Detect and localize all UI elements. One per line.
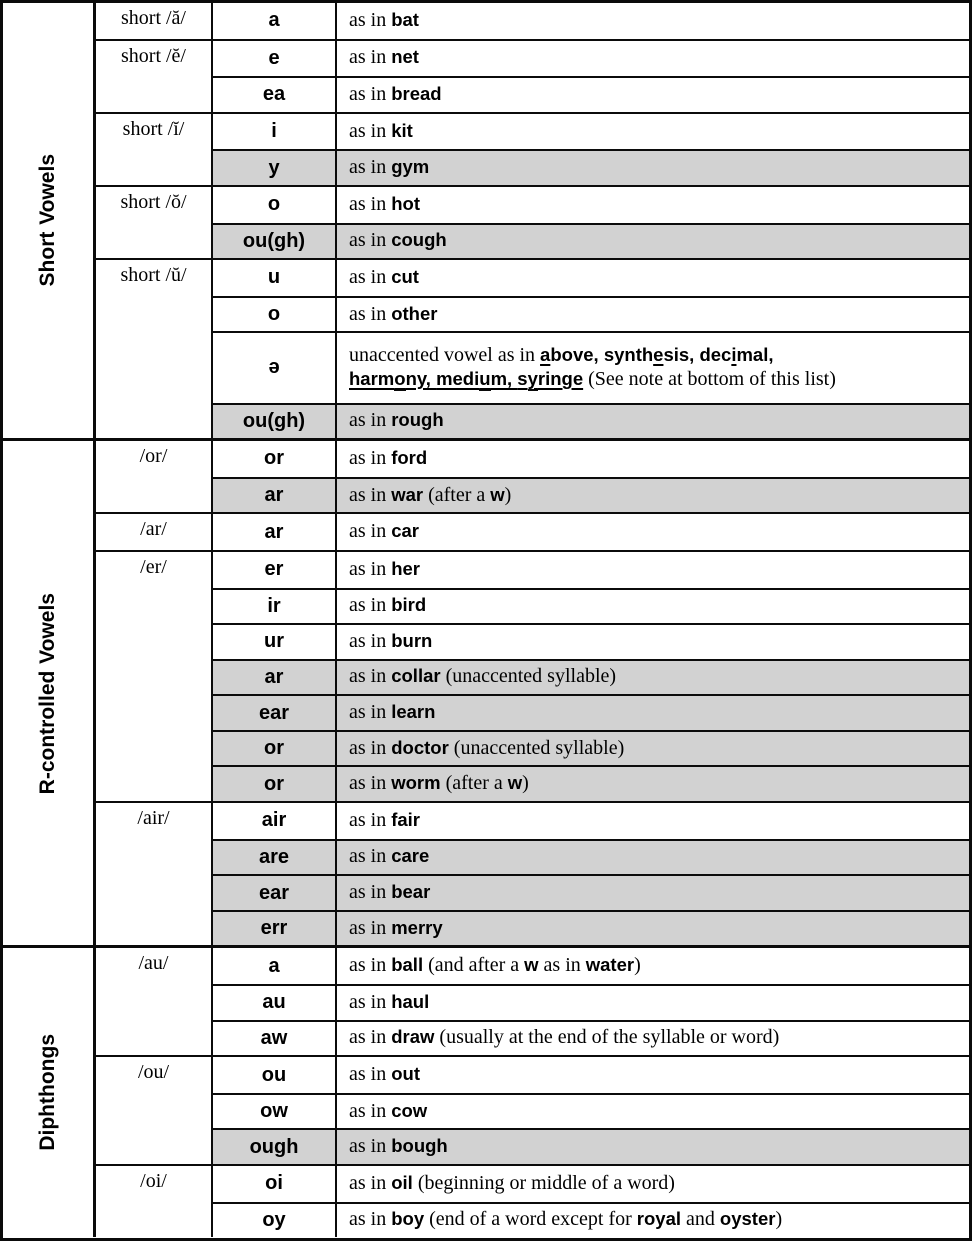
example-text-segment: bough <box>391 1135 448 1157</box>
example-text-segment: as in <box>349 1135 392 1158</box>
table-row <box>213 296 969 332</box>
example-text-segment: , <box>768 343 774 365</box>
example-text-segment: ringe <box>537 367 584 389</box>
table-section <box>3 438 969 945</box>
example-text-segment: as in <box>349 409 392 432</box>
example-cell <box>337 625 969 659</box>
phoneme-cell: /or/ <box>96 441 213 512</box>
example-text-segment: bread <box>391 82 442 104</box>
table-row <box>213 477 969 513</box>
example-text <box>349 917 443 941</box>
table-row <box>213 1128 969 1164</box>
example-text-segment: net <box>391 46 419 68</box>
table-row <box>213 403 969 439</box>
example-text-segment: as in <box>349 954 392 977</box>
grapheme-cell: au <box>213 986 337 1020</box>
phoneme-group <box>96 1055 969 1164</box>
phoneme-cell: /ar/ <box>96 514 213 550</box>
grapheme-cell: ou(gh) <box>213 225 337 259</box>
table-row <box>213 948 969 984</box>
table-row <box>213 149 969 185</box>
phoneme-groups <box>96 3 969 438</box>
grapheme-rows <box>213 803 969 945</box>
example-cell <box>337 1166 969 1202</box>
example-text-segment: mal <box>736 343 769 365</box>
example-text-segment: as in <box>349 629 392 652</box>
phoneme-cell: /oi/ <box>96 1166 213 1237</box>
grapheme-rows <box>213 187 969 258</box>
example-text-segment: gym <box>391 156 430 178</box>
example-text <box>349 630 432 654</box>
example-text <box>349 156 429 180</box>
example-text-segment: as in <box>349 520 392 543</box>
example-text <box>349 229 447 253</box>
category-cell <box>3 948 96 1237</box>
example-text <box>349 737 624 761</box>
example-cell <box>337 1022 969 1056</box>
example-text-segment: w <box>524 954 539 976</box>
grapheme-cell: o <box>213 298 337 332</box>
example-text-segment: cough <box>391 229 447 251</box>
example-text <box>349 46 419 70</box>
example-cell <box>337 441 969 477</box>
phoneme-cell: /air/ <box>96 803 213 945</box>
example-text-segment: rough <box>391 409 444 431</box>
example-cell <box>337 1095 969 1129</box>
example-cell <box>337 912 969 946</box>
example-text <box>349 1172 675 1196</box>
example-text <box>349 1208 782 1232</box>
grapheme-cell: oy <box>213 1204 337 1238</box>
example-text <box>349 83 442 107</box>
example-text <box>349 991 429 1015</box>
example-text <box>349 193 420 217</box>
table-row <box>213 694 969 730</box>
grapheme-cell: ar <box>213 514 337 550</box>
grapheme-rows <box>213 260 969 438</box>
table-row <box>213 1166 969 1202</box>
example-text-segment: as in <box>349 701 392 724</box>
example-text-segment: harm <box>349 367 395 389</box>
example-text <box>349 266 419 290</box>
phoneme-group <box>96 550 969 801</box>
category-label: R-controlled Vowels <box>36 592 59 794</box>
example-text-segment: other <box>391 302 438 324</box>
example-text-segment: care <box>391 845 430 867</box>
example-text-segment: w <box>490 483 505 505</box>
example-text-segment: (unaccented syllable) <box>440 665 617 688</box>
grapheme-cell: o <box>213 187 337 223</box>
grapheme-cell: oi <box>213 1166 337 1202</box>
grapheme-cell: ear <box>213 696 337 730</box>
example-cell <box>337 696 969 730</box>
table-row <box>213 984 969 1020</box>
example-cell <box>337 479 969 513</box>
table-row <box>213 187 969 223</box>
example-text <box>349 120 413 144</box>
example-text-segment: her <box>391 557 421 579</box>
example-text-segment: fair <box>391 808 421 830</box>
example-cell <box>337 298 969 332</box>
example-text-segment: ny, <box>405 367 437 389</box>
example-cell <box>337 1204 969 1238</box>
example-text-segment: haul <box>391 990 430 1012</box>
example-text <box>349 809 420 833</box>
example-text-segment: royal <box>636 1208 682 1230</box>
example-cell <box>337 333 969 402</box>
grapheme-cell: or <box>213 441 337 477</box>
grapheme-rows <box>213 514 969 550</box>
grapheme-cell: u <box>213 260 337 296</box>
example-text-segment: draw <box>391 1026 435 1048</box>
example-text-segment: y <box>527 367 538 389</box>
phoneme-cell: short /ĭ/ <box>96 114 213 185</box>
table-row <box>213 874 969 910</box>
example-text-segment: merry <box>391 916 443 938</box>
example-text-segment: ) <box>504 483 512 506</box>
table-row <box>213 552 969 588</box>
example-text-segment: e <box>653 343 664 365</box>
table-row <box>213 331 969 402</box>
example-text-segment: ford <box>391 446 428 468</box>
example-text <box>349 1063 420 1087</box>
example-text <box>349 9 419 33</box>
example-text-segment: medi <box>436 367 480 389</box>
example-text-segment: i <box>731 343 737 365</box>
example-text-segment: , <box>689 343 700 365</box>
table-row <box>213 1020 969 1056</box>
example-text <box>349 594 426 618</box>
example-text-segment: as in <box>349 1099 392 1122</box>
example-text-segment: (and after a <box>423 954 525 977</box>
phoneme-cell: short /ŏ/ <box>96 187 213 258</box>
phoneme-group <box>96 3 969 39</box>
phoneme-group <box>96 441 969 512</box>
grapheme-cell: ur <box>213 625 337 659</box>
example-cell <box>337 114 969 150</box>
example-cell <box>337 225 969 259</box>
example-text-segment: unaccented vowel as in <box>349 343 541 366</box>
grapheme-cell: y <box>213 151 337 185</box>
example-text-segment: bear <box>391 881 431 903</box>
example-text <box>349 409 444 433</box>
example-text-segment: w <box>507 772 523 794</box>
table-row <box>213 441 969 477</box>
example-cell <box>337 260 969 296</box>
table-row <box>213 223 969 259</box>
example-text-segment: as in <box>349 772 392 795</box>
example-text-segment: as in <box>349 483 392 506</box>
example-text <box>349 558 420 582</box>
grapheme-rows <box>213 441 969 512</box>
table-row <box>213 1057 969 1093</box>
example-text-segment: as in <box>349 881 392 904</box>
table-row <box>213 803 969 839</box>
phoneme-cell: /ou/ <box>96 1057 213 1164</box>
example-text <box>349 1100 427 1124</box>
example-cell <box>337 3 969 39</box>
table-row <box>213 623 969 659</box>
example-text-segment: as in <box>349 1208 392 1231</box>
example-cell <box>337 1130 969 1164</box>
grapheme-cell: ear <box>213 876 337 910</box>
example-text <box>349 303 437 327</box>
example-text-segment: as in <box>349 808 392 831</box>
example-text-segment: dec <box>699 343 732 365</box>
example-text-segment: as in <box>349 557 392 580</box>
example-cell <box>337 841 969 875</box>
example-text-segment: as in <box>349 845 392 868</box>
example-text-segment: sis <box>663 343 690 365</box>
example-text-segment: m, <box>490 367 518 389</box>
example-text-segment: , <box>593 343 604 365</box>
grapheme-cell: or <box>213 767 337 801</box>
example-text-segment: as in <box>349 119 392 142</box>
table-row <box>213 765 969 801</box>
category-cell <box>3 441 96 945</box>
example-text-segment: as in <box>349 156 392 179</box>
example-text-segment: out <box>391 1063 420 1085</box>
example-cell <box>337 590 969 624</box>
example-text-segment: ) <box>775 1208 783 1231</box>
example-text <box>349 845 429 869</box>
example-text-segment: (See note at bottom of this list) <box>583 367 836 390</box>
example-text-segment: as in <box>349 916 392 939</box>
example-text-segment: synth <box>603 343 654 365</box>
grapheme-cell: ir <box>213 590 337 624</box>
example-text-segment: u <box>479 367 491 389</box>
example-text-segment: as in <box>349 1026 392 1049</box>
example-text-segment: cow <box>391 1099 428 1121</box>
table-section <box>3 3 969 438</box>
category-cell <box>3 3 96 438</box>
example-text-segment: bird <box>391 594 427 616</box>
example-text-segment: worm <box>391 772 441 794</box>
example-text <box>349 447 427 471</box>
phoneme-group <box>96 1164 969 1237</box>
category-label: Diphthongs <box>36 1034 59 1152</box>
phoneme-group <box>96 801 969 945</box>
table-row <box>213 839 969 875</box>
grapheme-cell: ough <box>213 1130 337 1164</box>
grapheme-cell: ou(gh) <box>213 405 337 439</box>
example-cell <box>337 405 969 439</box>
phoneme-groups <box>96 441 969 945</box>
example-cell <box>337 1057 969 1093</box>
example-cell <box>337 151 969 185</box>
table-row <box>213 730 969 766</box>
grapheme-cell: aw <box>213 1022 337 1056</box>
example-text-segment: as in <box>349 446 392 469</box>
example-text-segment: oyster <box>719 1208 776 1230</box>
example-text-segment: learn <box>391 701 436 723</box>
grapheme-cell: are <box>213 841 337 875</box>
example-text-segment: bat <box>391 8 419 30</box>
table-row <box>213 114 969 150</box>
example-text-segment: (usually at the end of the syllable or word) <box>434 1026 780 1049</box>
grapheme-rows <box>213 3 969 39</box>
grapheme-cell: i <box>213 114 337 150</box>
example-text-segment: hot <box>391 192 420 214</box>
example-text <box>349 772 529 796</box>
example-text-segment: as in <box>349 265 392 288</box>
phoneme-cell: /au/ <box>96 948 213 1055</box>
example-cell <box>337 732 969 766</box>
grapheme-rows <box>213 552 969 801</box>
example-text <box>349 665 616 689</box>
table-row <box>213 260 969 296</box>
grapheme-cell: ar <box>213 479 337 513</box>
example-cell <box>337 986 969 1020</box>
example-text-segment: car <box>391 520 419 542</box>
grapheme-cell: ou <box>213 1057 337 1093</box>
example-cell <box>337 661 969 695</box>
grapheme-cell: ə <box>213 333 337 402</box>
phoneme-group <box>96 258 969 438</box>
example-text-segment: (after a <box>423 483 491 506</box>
grapheme-cell: a <box>213 948 337 984</box>
example-text-segment: s <box>517 367 528 389</box>
phoneme-groups <box>96 948 969 1237</box>
example-text-segment: bove <box>550 343 594 365</box>
example-cell <box>337 187 969 223</box>
table-row <box>213 910 969 946</box>
example-cell <box>337 803 969 839</box>
example-text-segment: as in <box>349 665 392 688</box>
grapheme-cell: ow <box>213 1095 337 1129</box>
table-row <box>213 659 969 695</box>
example-text-segment: war <box>391 483 424 505</box>
phoneme-cell: short /ĕ/ <box>96 41 213 112</box>
example-text <box>349 1135 448 1159</box>
phoneme-group <box>96 948 969 1055</box>
example-text-segment: as in <box>349 229 392 252</box>
phoneme-group <box>96 512 969 550</box>
example-text-segment: o <box>394 367 406 389</box>
example-text-segment: doctor <box>391 736 449 758</box>
grapheme-rows <box>213 114 969 185</box>
example-cell <box>337 948 969 984</box>
example-text <box>349 701 435 725</box>
example-text-segment: ball <box>391 954 424 976</box>
example-cell <box>337 876 969 910</box>
grapheme-rows <box>213 948 969 1055</box>
example-text-segment: as in <box>538 954 586 977</box>
grapheme-cell: a <box>213 3 337 39</box>
table-row <box>213 1202 969 1238</box>
example-text-segment: kit <box>391 119 413 141</box>
example-text-segment: burn <box>391 629 433 651</box>
example-text <box>349 520 419 544</box>
example-cell <box>337 41 969 77</box>
example-text-segment: as in <box>349 594 392 617</box>
example-text-segment: cut <box>391 265 419 287</box>
example-text-segment: (end of a word except for <box>424 1208 637 1231</box>
example-cell <box>337 78 969 112</box>
example-text-segment: (after a <box>440 772 508 795</box>
example-text <box>349 484 511 508</box>
example-text-segment: oil <box>391 1171 413 1193</box>
grapheme-rows <box>213 1057 969 1164</box>
example-text-segment: as in <box>349 46 392 69</box>
grapheme-cell: air <box>213 803 337 839</box>
table-section <box>3 945 969 1237</box>
example-text <box>349 954 641 978</box>
example-text <box>349 881 430 905</box>
example-text-segment: (beginning or middle of a word) <box>412 1171 675 1194</box>
table-row <box>213 41 969 77</box>
example-text-segment: as in <box>349 1063 392 1086</box>
example-text-segment: as in <box>349 8 392 31</box>
grapheme-rows <box>213 1166 969 1237</box>
example-text-segment: as in <box>349 82 392 105</box>
phoneme-cell: short /ă/ <box>96 3 213 39</box>
grapheme-cell: err <box>213 912 337 946</box>
phoneme-group <box>96 39 969 112</box>
phoneme-group <box>96 112 969 185</box>
phoneme-cell: /er/ <box>96 552 213 801</box>
grapheme-cell: er <box>213 552 337 588</box>
example-text-segment: ) <box>522 772 529 795</box>
table-row <box>213 588 969 624</box>
phoneme-cell: short /ŭ/ <box>96 260 213 438</box>
example-text-segment: as in <box>349 192 392 215</box>
phoneme-group <box>96 185 969 258</box>
table-row <box>213 514 969 550</box>
example-text <box>349 1026 779 1050</box>
grapheme-rows <box>213 41 969 112</box>
table-row <box>213 1093 969 1129</box>
example-text-segment: as in <box>349 302 392 325</box>
example-text-segment: as in <box>349 1171 392 1194</box>
example-cell <box>337 552 969 588</box>
example-text-segment: ) <box>634 954 641 977</box>
category-label: Short Vowels <box>36 154 59 287</box>
grapheme-cell: ea <box>213 78 337 112</box>
grapheme-cell: or <box>213 732 337 766</box>
example-text-segment: collar <box>391 665 441 687</box>
grapheme-cell: e <box>213 41 337 77</box>
example-text <box>349 344 836 392</box>
example-text-segment: and <box>681 1208 720 1231</box>
example-text-segment: a <box>540 343 551 365</box>
example-cell <box>337 767 969 801</box>
example-text-segment: water <box>585 954 635 976</box>
table-row <box>213 76 969 112</box>
grapheme-cell: ar <box>213 661 337 695</box>
example-text-segment: (unaccented syllable) <box>448 736 625 759</box>
example-text-segment: as in <box>349 990 392 1013</box>
example-cell <box>337 514 969 550</box>
example-text-segment: boy <box>391 1208 425 1230</box>
example-text-segment: as in <box>349 736 392 759</box>
table-row <box>213 3 969 39</box>
